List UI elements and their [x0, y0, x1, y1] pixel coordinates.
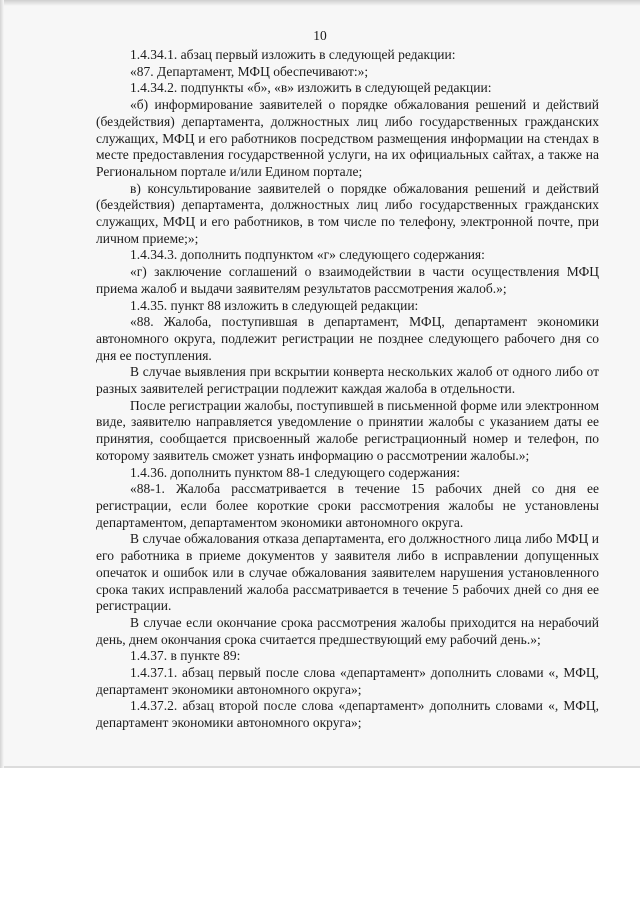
paragraph-1-4-34-2: 1.4.34.2. подпункты «б», «в» изложить в следующей редакции:	[130, 80, 492, 96]
paragraph-quote-87: «87. Департамент, МФЦ обеспечивают:»;	[130, 63, 369, 79]
paragraph-subpoint-b: «б) информирование заявителей о порядке обжалования решений и действий (бездействия) департамента, должностных лиц либо государственных гражданских служащих, МФЦ и его работников посредством размещения информации на стендах в месте предоставления государственной услуги, на их официальных сайтах, а также на Региональном портале и/или Едином портале;	[96, 97, 599, 179]
paragraph-1-4-36: 1.4.36. дополнить пунктом 88-1 следующего содержания:	[130, 464, 461, 480]
paragraph-envelope: В случае выявления при вскрытии конверта нескольких жалоб от одного либо от разных заявителей регистрации подлежит каждая жалоба в отдельности.	[96, 364, 599, 397]
paragraph-1-4-37-2: 1.4.37.2. абзац второй после слова «департамент» дополнить словами «, МФЦ, департамент экономики автономного округа»;	[96, 698, 599, 731]
paragraph-1-4-34-3: 1.4.34.3. дополнить подпунктом «г» следующего содержания:	[130, 247, 485, 263]
paragraph-1-4-37-1: 1.4.37.1. абзац первый после слова «департамент» дополнить словами «, МФЦ, департамент экономики автономного округа»;	[96, 665, 599, 697]
paragraph-1-4-35: 1.4.35. пункт 88 изложить в следующей редакции:	[130, 297, 419, 313]
paragraph-subpoint-v: в) консультирование заявителей о порядке обжалования решений и действий (бездействия) департамента, должностных лиц либо государственных гражданских служащих, МФЦ и его работников, в том числе по телефону, электронной почте, при личном приеме;»;	[96, 180, 599, 246]
scan-edge-left	[0, 0, 4, 768]
paragraph-subpoint-g: «г) заключение соглашений о взаимодействии в части осуществления МФЦ приема жалоб и выдачи заявителям результатов рассмотрения жалоб.»;	[96, 264, 599, 296]
page-number: 10	[313, 28, 327, 43]
paragraph-non-working-day: В случае если окончание срока рассмотрения жалобы приходится на нерабочий день, днем окончания срока считается предшествующий ему рабочий день.»;	[96, 614, 599, 647]
paragraph-1-4-34-1: 1.4.34.1. абзац первый изложить в следующей редакции:	[130, 47, 456, 62]
document-body	[96, 47, 599, 732]
paragraph-quote-88: «88. Жалоба, поступившая в департамент, МФЦ, департамент экономики автономного округа, подлежит регистрации не позднее следующего рабочего дня со дня ее поступления.	[96, 314, 599, 363]
paragraph-registration: После регистрации жалобы, поступившей в письменной форме или электронном виде, заявителю направляется уведомление о принятии жалобы с указанием даты ее принятия, сообщается присвоенный жалобе регистрационный номер и телефон, по которому заявитель сможет узнать информацию о рассмотрении жалобы.»;	[96, 397, 599, 463]
scan-edge-top	[0, 0, 640, 6]
paragraph-1-4-37: 1.4.37. в пункте 89:	[130, 648, 241, 664]
paragraph-refusal-appeal: В случае обжалования отказа департамента, его должностного лица либо МФЦ и его работника в приеме документов у заявителя либо в исправлении допущенных опечаток и ошибок или в случае обжалования заявителем нарушения установленного срока таких исправлений жалоба рассматривается в течение 5 рабочих дней со дня ее регистрации.	[96, 531, 599, 614]
paragraph-quote-88-1: «88-1. Жалоба рассматривается в течение 15 рабочих дней со дня ее регистрации, если более короткие сроки рассмотрения жалобы не установлены департаментом, департаментом экономики автономного округа.	[96, 481, 599, 530]
